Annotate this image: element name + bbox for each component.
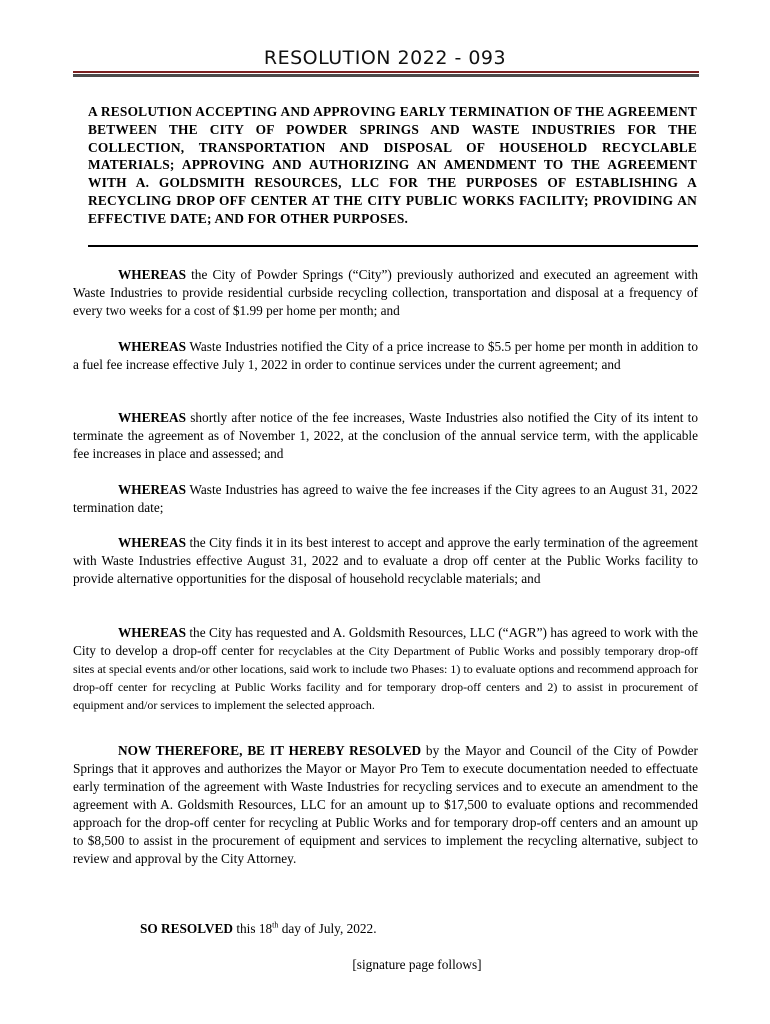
clause-text: Waste Industries notified the City of a price increase to $5.5 per home per month in addition to a fuel fee increase effective July 1, 2022 in order to continue services under the current agreement; and <box>73 339 698 372</box>
clause-text-small: recyclables at the City Department of Public Works and possibly temporary drop-off sites at special events and/or other locations, said work to include two Phases: 1) to evaluate options and recommend approach for drop-off center for recycling at Public Works facility and for temporary drop-off centers and 2) to assist in procurement of equipment and/or services to implement the selected approach. <box>73 644 698 712</box>
whereas-label: WHEREAS <box>118 535 186 550</box>
clause-text: shortly after notice of the fee increases, Waste Industries also notified the City of its intent to terminate the agreement as of November 1, 2022, at the conclusion of the annual service term, with the applicable fee increases in place and assessed; and <box>73 410 698 461</box>
clause-text: the City finds it in its best interest to accept and approve the early termination of the agreement with Waste Industries effective August 31, 2022 and to evaluate a drop off center at the Public Works facility to provide alternative opportunities for the disposal of household recyclable materials; and <box>73 535 698 586</box>
clause-text: the City of Powder Springs (“City”) previously authorized and executed an agreement with Waste Industries to provide residential curbside recycling collection, transportation and disposal at a frequency of every two weeks for a cost of $1.99 per home per month; and <box>73 267 698 318</box>
whereas-label: WHEREAS <box>118 339 186 354</box>
so-resolved-post: day of July, 2022. <box>278 921 377 936</box>
resolution-heading: A RESOLUTION ACCEPTING AND APPROVING EARLY TERMINATION OF THE AGREEMENT BETWEEN THE CITY OF POWDER SPRINGS AND WASTE INDUSTRIES FOR THE COLLECTION, TRANSPORTATION AND DISPOSAL OF HOUSEHOLD RECYCLABLE MATERIALS; APPROVING AND AUTHORIZING AN AMENDMENT TO THE AGREEMENT WITH A. GOLDSMITH RESOURCES, LLC FOR THE PURPOSES OF ESTABLISHING A RECYCLING DROP OFF CENTER AT THE CITY PUBLIC WORKS FACILITY; PROVIDING AN EFFECTIVE DATE; AND FOR OTHER PURPOSES. <box>88 104 697 226</box>
whereas-label: WHEREAS <box>118 482 186 497</box>
whereas-clause-1 <box>73 266 698 320</box>
clause-text: Waste Industries has agreed to waive the fee increases if the City agrees to an August 31, 2022 termination date; <box>73 482 698 515</box>
signature-page-note: [signature page follows] <box>352 957 482 972</box>
so-resolved-line <box>140 921 377 937</box>
clause-text: the City has requested and A. Goldsmith Resources, LLC (“AGR”) has agreed to work with the City to develop a drop-off center for <box>73 625 698 658</box>
resolved-label: NOW THEREFORE, BE IT HEREBY RESOLVED <box>118 743 422 758</box>
whereas-label: WHEREAS <box>118 267 186 282</box>
whereas-clause-3 <box>73 409 698 463</box>
so-resolved-pre: this 18 <box>233 921 273 936</box>
whereas-clause-4 <box>73 481 698 517</box>
whereas-label: WHEREAS <box>118 625 186 640</box>
whereas-clause-5 <box>73 534 698 588</box>
so-resolved-sup: th <box>272 920 279 930</box>
resolved-text: by the Mayor and Council of the City of Powder Springs that it approves and authorizes the Mayor or Mayor Pro Tem to execute documentation needed to effectuate early termination of the agreement with Waste Industries for recycling services and to execute an amendment to the agreement with A. Goldsmith Resources, LLC for an amount up to $17,500 to evaluate options and recommended approach for the drop-off center for recycling at Public Works and for temporary drop-off centers and an amount up to $8,500 to assist in the procurement of equipment and services to implement the recycling alternative, subject to review and approval by the City Attorney. <box>73 743 698 866</box>
whereas-clause-6 <box>73 624 698 714</box>
so-resolved-label: SO RESOLVED <box>140 921 233 936</box>
title-divider <box>73 71 699 77</box>
resolution-title: RESOLUTION 2022 - 093 <box>263 47 507 69</box>
whereas-clause-2 <box>73 338 698 374</box>
heading-divider <box>88 245 698 247</box>
whereas-label: WHEREAS <box>118 410 186 425</box>
resolved-clause <box>73 742 698 868</box>
